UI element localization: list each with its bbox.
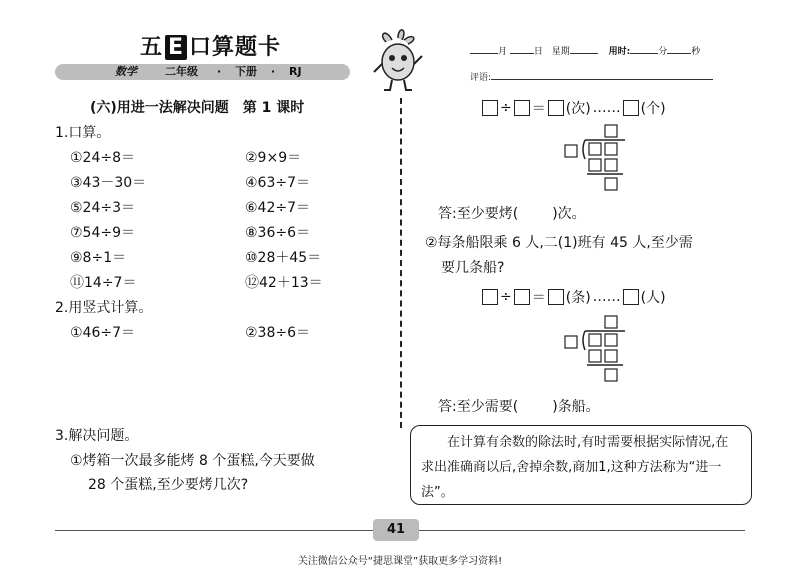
dot-separator: ·: [217, 65, 222, 78]
date-line: 月 日 星期 用时: 分 秒: [470, 44, 700, 57]
problem2-line2: 要几条船?: [441, 260, 505, 276]
oral-item: ④63÷7＝: [245, 175, 311, 191]
equation-row-2: ÷ ＝ (条) …… (人): [482, 287, 666, 307]
oral-item: ②9×9＝: [245, 150, 302, 166]
answer-box[interactable]: [623, 289, 639, 305]
answer-box[interactable]: [514, 100, 530, 116]
section2-heading: 2.用竖式计算。: [55, 300, 153, 316]
oral-item: ⑩28＋45＝: [245, 250, 322, 266]
problem1-line2: 28 个蛋糕,至少要烤几次?: [88, 477, 249, 493]
problem2-line1: ②每条船限乘 6 人,二(1)班有 45 人,至少需: [425, 235, 693, 251]
radish-mascot-icon: [368, 26, 428, 96]
term: 下册: [235, 65, 257, 78]
oral-item: ⑧36÷6＝: [245, 225, 311, 241]
answer-line-1: 答:至少要烤( )次。: [438, 206, 586, 222]
edition: RJ: [289, 65, 302, 78]
answer-box[interactable]: [623, 100, 639, 116]
answer-box[interactable]: [482, 100, 498, 116]
subject-bar: [55, 64, 350, 80]
answer-box[interactable]: [548, 100, 564, 116]
oral-item: ⑫42＋13＝: [245, 275, 323, 291]
answer-box[interactable]: [548, 289, 564, 305]
oral-item: ⑥42÷7＝: [245, 200, 311, 216]
vertical-calc-item: ②38÷6＝: [245, 325, 311, 341]
oral-item: ⑦54÷9＝: [70, 225, 136, 241]
oral-item: ⑨8÷1＝: [70, 250, 127, 266]
section1-heading: 1.口算。: [55, 125, 111, 141]
answer-box[interactable]: [482, 289, 498, 305]
dot-separator: ·: [271, 65, 276, 78]
tip-text: 在计算有余数的除法时,有时需要根据实际情况,在求出准确商以后,舍掉余数,商加1,这种方法称为“进一法”。: [421, 435, 729, 500]
subject: 数学: [115, 65, 137, 78]
oral-item: ①24÷8＝: [70, 150, 136, 166]
grade: 二年级: [165, 65, 198, 78]
equation-row-1: ÷ ＝ (次) …… (个): [482, 98, 666, 118]
problem1-line1: ①烤箱一次最多能烤 8 个蛋糕,今天要做: [70, 453, 315, 469]
oral-item: ⑪14÷7＝: [70, 275, 137, 291]
footer-text: 关注微信公众号“捷思课堂”获取更多学习资料!: [297, 556, 503, 567]
oral-item: ③43－30＝: [70, 175, 147, 191]
comment-line: 评语:: [470, 70, 713, 83]
answer-box[interactable]: [514, 289, 530, 305]
column-divider: [400, 98, 402, 428]
section3-heading: 3.解决问题。: [55, 428, 139, 444]
long-division-frame: [563, 314, 627, 386]
brand-title: [140, 30, 281, 61]
brand-letter: E: [165, 35, 187, 60]
lesson-title: (六)用进一法解决问题 第 1 课时: [90, 100, 305, 116]
page-number: 41: [373, 519, 419, 541]
brand-suffix: 口算题卡: [189, 35, 282, 60]
oral-item: ⑤24÷3＝: [70, 200, 136, 216]
answer-line-2: 答:至少需要( )条船。: [438, 399, 600, 415]
time-label: 用时:: [608, 47, 631, 57]
vertical-calc-item: ①46÷7＝: [70, 325, 136, 341]
long-division-frame: [563, 123, 627, 195]
tip-box: [410, 425, 752, 505]
brand-prefix: 五: [140, 35, 164, 60]
